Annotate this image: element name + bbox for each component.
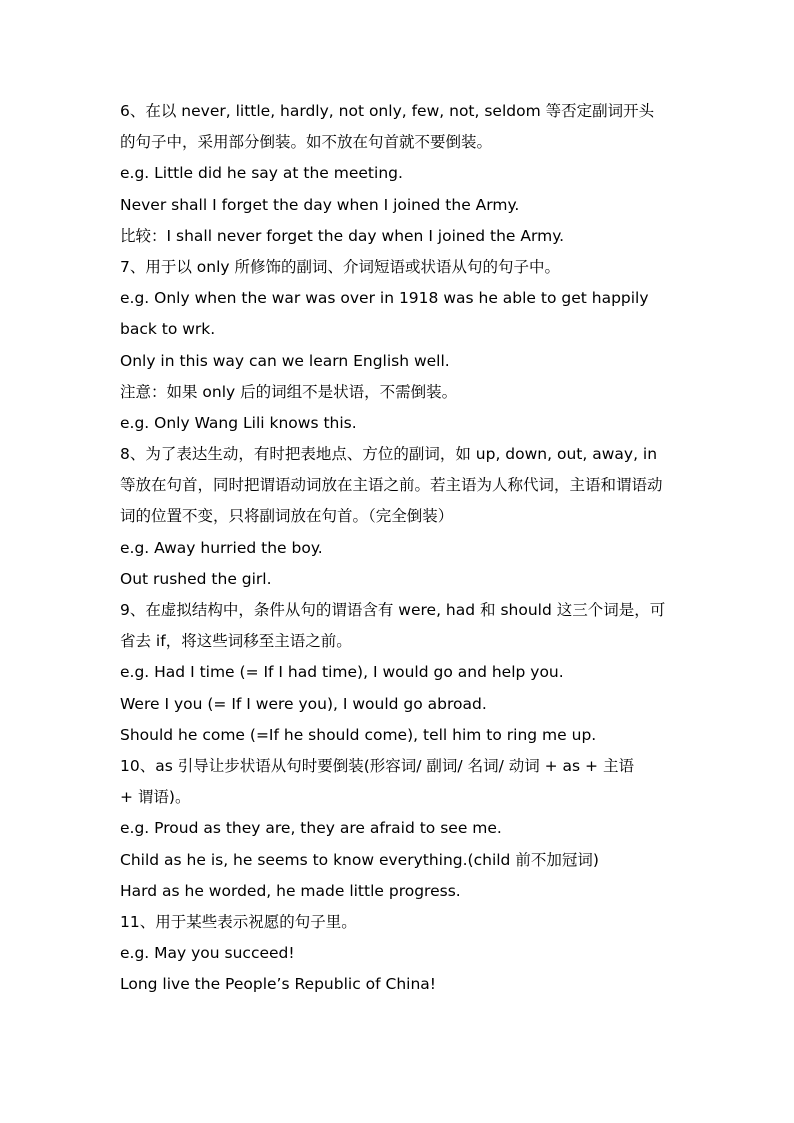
- rule-9-heading: 9、在虚拟结构中，条件从句的谓语含有 were, had 和 should 这三个词是，可: [120, 601, 666, 619]
- example-line: Were I you (= If I were you), I would go abroad.: [120, 694, 487, 713]
- example-line: Hard as he worded, he made little progress.: [120, 881, 461, 900]
- rule-6-heading: 6、在以 never, little, hardly, not only, few, not, seldom 等否定副词开头: [120, 102, 655, 120]
- example-line: e.g. Little did he say at the meeting.: [120, 164, 403, 183]
- document-body: [120, 96, 680, 1000]
- example-line: Out rushed the girl.: [120, 569, 272, 588]
- example-line: Should he come (=If he should come), tell him to ring me up.: [120, 725, 597, 744]
- comparison-line: 比较：I shall never forget the day when I joined the Army.: [120, 226, 565, 245]
- note-line: 注意：如果 only 后的词组不是状语，不需倒装。: [120, 382, 458, 401]
- example-line: e.g. Proud as they are, they are afraid to see me.: [120, 819, 502, 838]
- example-line: Only in this way can we learn English well.: [120, 351, 450, 370]
- rule-11-heading: 11、用于某些表示祝愿的句子里。: [120, 912, 357, 931]
- example-line: Never shall I forget the day when I joined the Army.: [120, 195, 520, 214]
- rule-8-heading-cont: 词的位置不变，只将副词放在句首。（完全倒装）: [120, 507, 454, 526]
- example-line: e.g. Only Wang Lili knows this.: [120, 413, 357, 432]
- rule-8-heading-cont: 等放在句首，同时把谓语动词放在主语之前。若主语为人称代词，主语和谓语动: [120, 476, 663, 495]
- example-line: Child as he is, he seems to know everything.(child 前不加冠词): [120, 850, 599, 869]
- example-line: e.g. Away hurried the boy.: [120, 538, 323, 557]
- rule-8-heading: 8、为了表达生动，有时把表地点、方位的副词，如 up, down, out, away, in: [120, 445, 658, 464]
- rule-9-heading-cont: 省去 if，将这些词移至主语之前。: [120, 632, 352, 651]
- example-line: e.g. May you succeed!: [120, 944, 295, 963]
- example-line: e.g. Only when the war was over in 1918 was he able to get happily: [120, 289, 649, 308]
- rule-10-heading-cont: + 谓语)。: [120, 788, 191, 807]
- rule-7-heading: 7、用于以 only 所修饰的副词、介词短语或状语从句的句子中。: [120, 257, 561, 276]
- rule-6-heading-cont: 的句子中，采用部分倒装。如不放在句首就不要倒装。: [120, 133, 493, 152]
- example-line: Long live the People’s Republic of China!: [120, 975, 437, 994]
- example-line-cont: back to wrk.: [120, 320, 216, 339]
- example-line: e.g. Had I time (= If I had time), I would go and help you.: [120, 663, 564, 682]
- rule-10-heading: 10、as 引导让步状语从句时要倒装(形容词/ 副词/ 名词/ 动词 + as + 主语: [120, 756, 634, 775]
